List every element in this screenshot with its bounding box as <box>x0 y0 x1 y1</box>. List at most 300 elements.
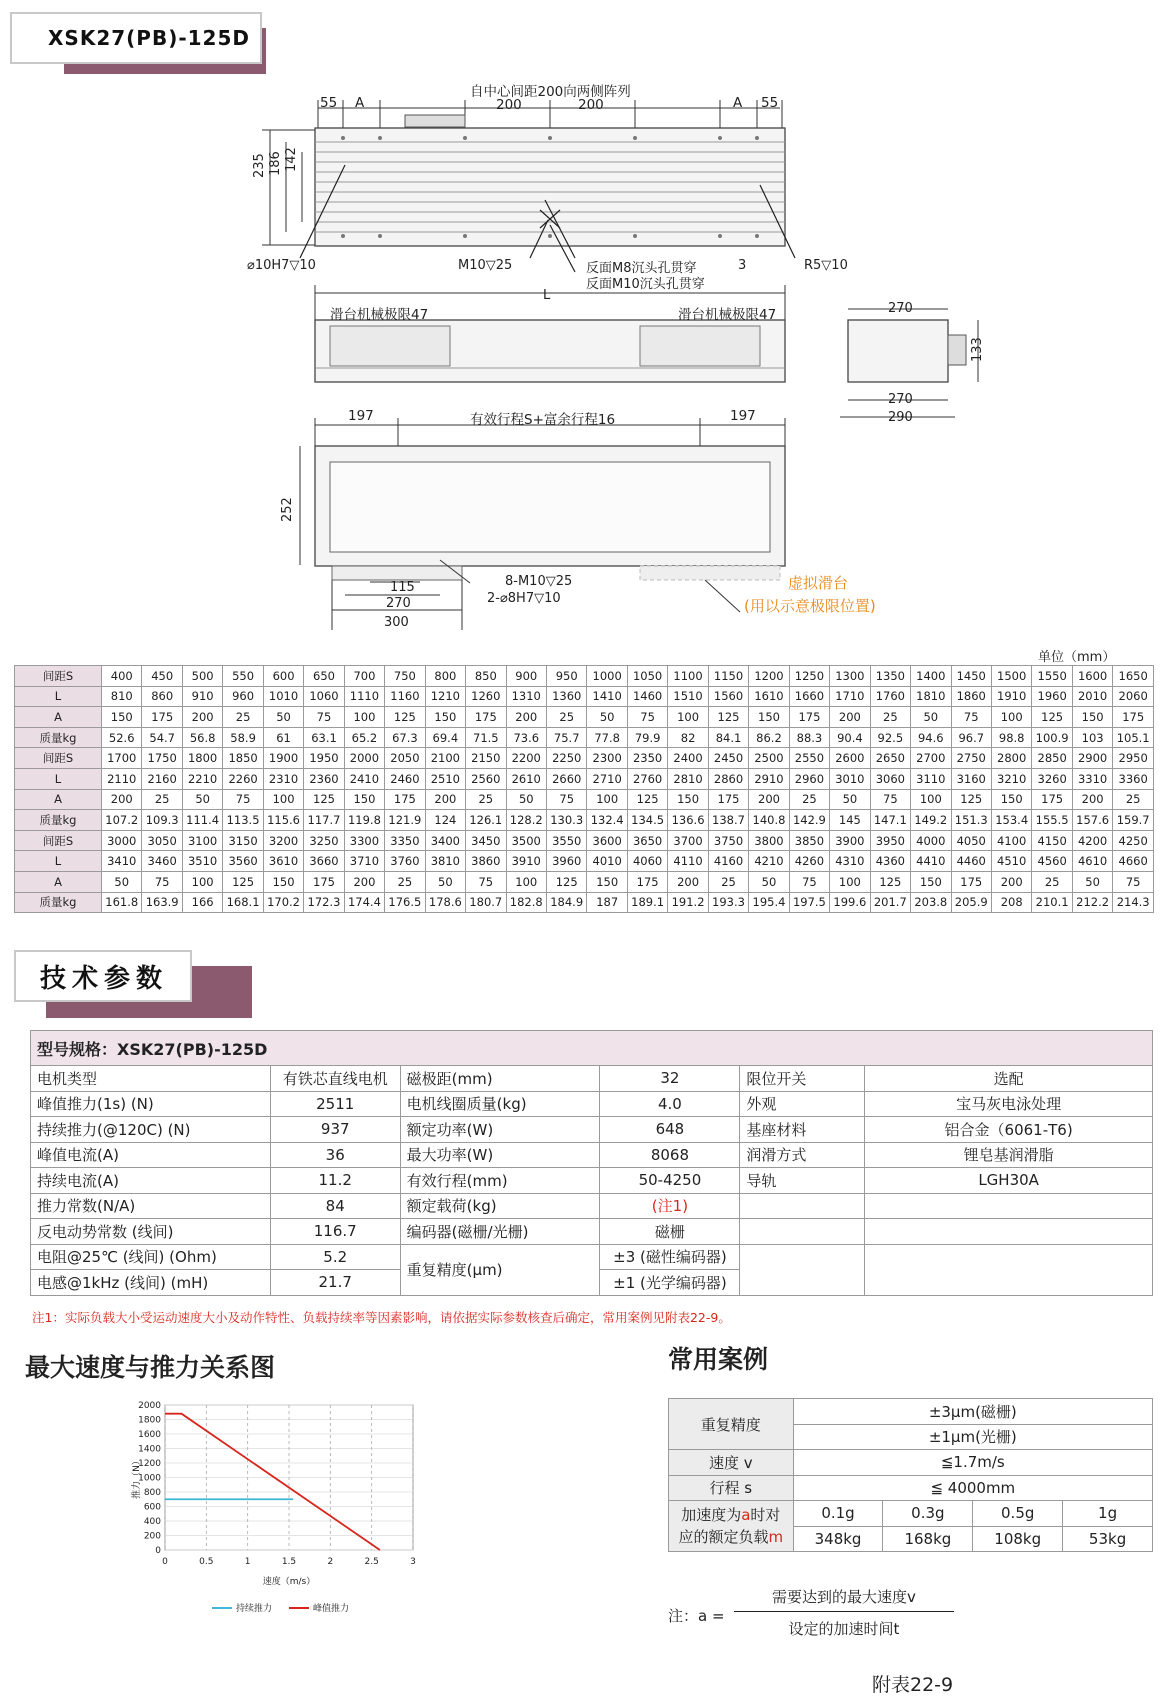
dimension-table <box>14 665 1154 913</box>
dim-cell: 140.8 <box>749 810 789 831</box>
dim-cell: 1150 <box>708 666 748 687</box>
dim-cell: 3610 <box>263 851 303 872</box>
tech-badge <box>14 950 192 1002</box>
dim-row <box>15 789 1154 810</box>
dim-cell: 3200 <box>263 830 303 851</box>
spec-cell: 8068 <box>600 1142 740 1168</box>
dim-115: 115 <box>390 580 415 595</box>
dim-cell: 1910 <box>991 686 1031 707</box>
dim-cell: 100 <box>263 789 303 810</box>
spec-table <box>30 1030 1153 1296</box>
spec-empty <box>740 1244 865 1295</box>
spec-repeat-opt: ±1 (光学编码器) <box>600 1270 740 1296</box>
dim-cell: 126.1 <box>466 810 506 831</box>
dim-cell: 54.7 <box>142 727 182 748</box>
spec-cell: 外观 <box>740 1091 865 1117</box>
dim-cell: 550 <box>223 666 263 687</box>
dim-cell: 117.7 <box>304 810 344 831</box>
dim-cell: 1160 <box>385 686 425 707</box>
dim-cell: 2100 <box>425 748 465 769</box>
spec-inductance-label: 电感@1kHz (线间) (mH) <box>31 1270 271 1296</box>
dim-cell: 4250 <box>1113 830 1154 851</box>
dim-cell: 100 <box>182 871 222 892</box>
dim-cell: 88.3 <box>789 727 829 748</box>
dim-cell: 150 <box>344 789 384 810</box>
dim-cell: 94.6 <box>911 727 951 748</box>
dim-cell: 3260 <box>1032 768 1072 789</box>
spec-cell <box>740 1219 865 1245</box>
case-repeat-label: 重复精度 <box>669 1399 794 1450</box>
dim-row-label: A <box>15 871 102 892</box>
spec-cell: 持续电流(A) <box>31 1168 271 1194</box>
spec-cell: 2511 <box>270 1091 400 1117</box>
chart-title: 最大速度与推力关系图 <box>25 1353 276 1382</box>
dim-235: 235 <box>252 153 267 178</box>
case-load-2: 108kg <box>973 1526 1063 1552</box>
dim-cell: 3410 <box>102 851 142 872</box>
dim-270: 270 <box>386 596 411 611</box>
dim-cell: 153.4 <box>991 810 1031 831</box>
dim-row <box>15 851 1154 872</box>
dim-cell: 1650 <box>1113 666 1154 687</box>
dim-cell: 2760 <box>627 768 667 789</box>
dim-row-label: 间距S <box>15 748 102 769</box>
dim-55-left: 55 <box>320 95 338 111</box>
dim-cell: 3160 <box>951 768 991 789</box>
accel-label-part3: 应的额定负载 <box>678 1528 769 1546</box>
spec-cell: 磁极距(mm) <box>400 1066 600 1092</box>
dim-cell: 3000 <box>102 830 142 851</box>
dim-cell: 3650 <box>627 830 667 851</box>
chart-x-tick: 2 <box>327 1557 334 1567</box>
dim-row <box>15 666 1154 687</box>
dim-cell: 100.9 <box>1032 727 1072 748</box>
chart-x-tick: 0.5 <box>199 1557 214 1567</box>
dim-cell: 67.3 <box>385 727 425 748</box>
dim-cell: 52.6 <box>102 727 142 748</box>
dim-cell: 3350 <box>385 830 425 851</box>
dim-cell: 125 <box>951 789 991 810</box>
case-speed-label: 速度 v <box>669 1450 794 1476</box>
dim-cell: 2350 <box>627 748 667 769</box>
dim-cell: 109.3 <box>142 810 182 831</box>
dim-cell: 96.7 <box>951 727 991 748</box>
dim-row-label: L <box>15 768 102 789</box>
dim-cell: 199.6 <box>830 892 870 913</box>
dim-cell: 1800 <box>182 748 222 769</box>
dim-cell: 3110 <box>911 768 951 789</box>
dim-cell: 150 <box>102 707 142 728</box>
accel-label-part2: 时对 <box>750 1506 781 1524</box>
dim-cell: 189.1 <box>627 892 667 913</box>
case-load-1: 168kg <box>883 1526 973 1552</box>
dim-cell: 203.8 <box>911 892 951 913</box>
dim-cell: 200 <box>182 707 222 728</box>
dim-cell: 2260 <box>223 768 263 789</box>
chart-y-tick: 1000 <box>138 1473 161 1484</box>
spec-cell: 额定载荷(kg) <box>400 1193 600 1219</box>
dim-cell: 2750 <box>951 748 991 769</box>
spec-cell: 84 <box>270 1193 400 1219</box>
dim-cell: 200 <box>668 871 708 892</box>
formula-denominator: 设定的加速时间t <box>788 1620 900 1638</box>
spec-cell: 铝合金（6061-T6) <box>865 1117 1153 1143</box>
dim-cell: 136.6 <box>668 810 708 831</box>
dim-cell: 1950 <box>304 748 344 769</box>
dim-cell: 3860 <box>466 851 506 872</box>
dim-cell: 3460 <box>142 851 182 872</box>
dim-cell: 125 <box>223 871 263 892</box>
dim-cell: 3800 <box>749 830 789 851</box>
dim-cell: 2600 <box>830 748 870 769</box>
dim-cell: 125 <box>304 789 344 810</box>
dim-cell: 193.3 <box>708 892 748 913</box>
dim-cell: 58.9 <box>223 727 263 748</box>
dim-cell: 92.5 <box>870 727 910 748</box>
callout-m10-8: 8-M10▽25 <box>505 574 573 589</box>
dim-cell: 3510 <box>182 851 222 872</box>
note-1: 注1：实际负载大小受运动速度大小及动作特性、负载持续率等因素影响，请依据实际参数核查后确定，常用案例见附表22-9。 <box>32 1310 731 1325</box>
dim-cell: 84.1 <box>708 727 748 748</box>
callout-pin-hole: ⌀10H7▽10 <box>247 258 316 273</box>
dim-cell: 4310 <box>830 851 870 872</box>
dim-row <box>15 727 1154 748</box>
dim-cell: 163.9 <box>142 892 182 913</box>
dim-cell: 2000 <box>344 748 384 769</box>
callout-pin-2: 2-⌀8H7▽10 <box>487 591 561 606</box>
dim-cell: 100 <box>830 871 870 892</box>
dim-cell: 121.9 <box>385 810 425 831</box>
dim-cell: 71.5 <box>466 727 506 748</box>
case-accel-0: 0.1g <box>793 1501 883 1527</box>
dim-cell: 1760 <box>870 686 910 707</box>
dim-cell: 1010 <box>263 686 303 707</box>
dim-cell: 3050 <box>142 830 182 851</box>
dim-cell: 2560 <box>466 768 506 789</box>
chart-y-tick: 1400 <box>138 1444 161 1455</box>
dim-cell: 4060 <box>627 851 667 872</box>
dim-cell: 103 <box>1072 727 1112 748</box>
dim-cell: 900 <box>506 666 546 687</box>
spec-cell: 电机线圈质量(kg) <box>400 1091 600 1117</box>
dim-cell: 180.7 <box>466 892 506 913</box>
dim-cell: 130.3 <box>546 810 586 831</box>
dim-cell: 150 <box>587 871 627 892</box>
page-footer: 附表22-9 <box>872 1674 954 1696</box>
spec-cell: 推力常数(N/A) <box>31 1193 271 1219</box>
dim-cell: 4210 <box>749 851 789 872</box>
dim-cell: 200 <box>1072 789 1112 810</box>
dim-cell: 4660 <box>1113 851 1154 872</box>
spec-cell: 32 <box>600 1066 740 1092</box>
spec-cell: 基座材料 <box>740 1117 865 1143</box>
dim-cell: 25 <box>385 871 425 892</box>
spec-resistance-label: 电阻@25℃ (线间) (Ohm) <box>31 1244 271 1270</box>
spec-row <box>31 1142 1153 1168</box>
dim-cell: 1700 <box>102 748 142 769</box>
dim-cell: 175 <box>951 871 991 892</box>
spec-cell: 116.7 <box>270 1219 400 1245</box>
dim-cell: 4200 <box>1072 830 1112 851</box>
dim-cell: 650 <box>304 666 344 687</box>
chart-y-tick: 400 <box>143 1517 161 1527</box>
dim-cell: 800 <box>425 666 465 687</box>
dim-cell: 172.3 <box>304 892 344 913</box>
dim-cell: 100 <box>587 789 627 810</box>
spec-cell: 编码器(磁栅/光栅) <box>400 1219 600 1245</box>
dim-200-a: 200 <box>496 97 522 113</box>
dim-cell: 125 <box>385 707 425 728</box>
chart-y-label: 推力（N） <box>132 1456 142 1499</box>
dim-row-label: L <box>15 686 102 707</box>
dim-cell: 113.5 <box>223 810 263 831</box>
spec-cell: 限位开关 <box>740 1066 865 1092</box>
dim-cell: 25 <box>142 789 182 810</box>
dim-cell: 200 <box>830 707 870 728</box>
dim-cell: 4110 <box>668 851 708 872</box>
dim-186: 186 <box>268 151 283 176</box>
dim-cell: 200 <box>991 871 1031 892</box>
dim-cell: 50 <box>263 707 303 728</box>
spec-cell: 11.2 <box>270 1168 400 1194</box>
dim-cell: 75 <box>142 871 182 892</box>
dim-row <box>15 707 1154 728</box>
dim-cell: 151.3 <box>951 810 991 831</box>
dim-cell: 25 <box>870 707 910 728</box>
dim-cell: 90.4 <box>830 727 870 748</box>
callout-r5: R5▽10 <box>804 258 848 273</box>
dim-cell: 2060 <box>1113 686 1154 707</box>
dim-row-label: L <box>15 851 102 872</box>
case-accel-3: 1g <box>1063 1501 1153 1527</box>
dim-cell: 149.2 <box>911 810 951 831</box>
dim-cell: 850 <box>466 666 506 687</box>
dim-cell: 4260 <box>789 851 829 872</box>
dim-cell: 25 <box>789 789 829 810</box>
dim-cell: 175 <box>385 789 425 810</box>
dim-cell: 61 <box>263 727 303 748</box>
dim-cell: 4160 <box>708 851 748 872</box>
cases-title: 常用案例 <box>668 1345 769 1374</box>
formula-fraction-line <box>734 1611 954 1612</box>
dim-cell: 4100 <box>991 830 1031 851</box>
accel-label-m: m <box>768 1528 784 1546</box>
spec-header: 型号规格：XSK27(PB)-125D <box>31 1031 1153 1066</box>
dim-cell: 3960 <box>546 851 586 872</box>
chart-y-tick: 800 <box>143 1488 161 1498</box>
dim-cell: 174.4 <box>344 892 384 913</box>
dim-cell: 170.2 <box>263 892 303 913</box>
dim-cell: 200 <box>102 789 142 810</box>
spec-row <box>31 1117 1153 1143</box>
dim-cell: 3310 <box>1072 768 1112 789</box>
end-h133: 133 <box>970 337 985 362</box>
chart-y-tick: 600 <box>143 1502 161 1513</box>
dim-cell: 1500 <box>991 666 1031 687</box>
dim-cell: 50 <box>506 789 546 810</box>
dim-cell: 50 <box>830 789 870 810</box>
dim-cell: 175 <box>708 789 748 810</box>
spec-row <box>31 1066 1153 1092</box>
dim-cell: 175 <box>1032 789 1072 810</box>
dim-cell: 208 <box>991 892 1031 913</box>
chart-y-tick: 200 <box>143 1531 161 1542</box>
dim-cell: 175 <box>466 707 506 728</box>
dim-cell: 4010 <box>587 851 627 872</box>
dim-197-left: 197 <box>348 408 374 424</box>
dim-cell: 175 <box>627 871 667 892</box>
spec-repeat-label: 重复精度(μm) <box>400 1244 600 1295</box>
dim-cell: 3950 <box>870 830 910 851</box>
dim-cell: 1600 <box>1072 666 1112 687</box>
dim-cell: 182.8 <box>506 892 546 913</box>
dim-cell: 161.8 <box>102 892 142 913</box>
dim-cell: 1110 <box>344 686 384 707</box>
dim-cell: 69.4 <box>425 727 465 748</box>
dim-cell: 56.8 <box>182 727 222 748</box>
dim-cell: 2450 <box>708 748 748 769</box>
case-accel-1: 0.3g <box>883 1501 973 1527</box>
dim-cell: 1200 <box>749 666 789 687</box>
dim-cell: 125 <box>708 707 748 728</box>
dim-200-b: 200 <box>578 97 604 113</box>
dim-cell: 2200 <box>506 748 546 769</box>
dim-cell: 77.8 <box>587 727 627 748</box>
chart-x-tick: 0 <box>162 1557 168 1567</box>
dim-cell: 175 <box>1113 707 1154 728</box>
chart-legend-label-0: 持续推力 <box>236 1604 273 1614</box>
accel-label-a: a <box>741 1506 751 1524</box>
dim-cell: 75 <box>223 789 263 810</box>
dim-cell: 2310 <box>263 768 303 789</box>
dim-row-label: A <box>15 789 102 810</box>
dim-cell: 1860 <box>951 686 991 707</box>
chart-x-tick: 3 <box>410 1557 416 1567</box>
dim-cell: 4150 <box>1032 830 1072 851</box>
dim-cell: 138.7 <box>708 810 748 831</box>
dim-cell: 2650 <box>870 748 910 769</box>
case-stroke-value: ≦ 4000mm <box>793 1475 1152 1501</box>
dim-197-right: 197 <box>730 408 756 424</box>
dim-cell: 25 <box>466 789 506 810</box>
dim-cell: 810 <box>102 686 142 707</box>
chart-x-label: 速度（m/s） <box>262 1577 316 1587</box>
chart-y-tick: 1200 <box>138 1459 161 1469</box>
dim-cell: 2500 <box>749 748 789 769</box>
spec-repeat-mag: ±3 (磁性编码器) <box>600 1244 740 1270</box>
dim-cell: 75 <box>627 707 667 728</box>
dim-row <box>15 892 1154 913</box>
dim-cell: 25 <box>1113 789 1154 810</box>
spec-row <box>31 1091 1153 1117</box>
dim-cell: 2400 <box>668 748 708 769</box>
dim-cell: 1460 <box>627 686 667 707</box>
dim-cell: 2960 <box>789 768 829 789</box>
dim-cell: 450 <box>142 666 182 687</box>
spec-cell: 电机类型 <box>31 1066 271 1092</box>
dim-cell: 125 <box>546 871 586 892</box>
tech-title: 技术参数 <box>40 963 169 994</box>
spec-cell <box>865 1193 1153 1219</box>
dim-cell: 1610 <box>749 686 789 707</box>
dim-cell: 150 <box>1072 707 1112 728</box>
dim-a-left: A <box>355 95 365 111</box>
dim-cell: 50 <box>1072 871 1112 892</box>
dim-142: 142 <box>284 147 299 172</box>
spec-row <box>31 1193 1153 1219</box>
model-title: XSK27(PB)-125D <box>48 26 250 50</box>
dim-cell: 82 <box>668 727 708 748</box>
spec-row <box>31 1244 1153 1270</box>
virtual-slide-label: 虚拟滑台 <box>788 574 849 592</box>
end-w270-bot: 270 <box>888 392 913 407</box>
dim-cell: 4050 <box>951 830 991 851</box>
dim-cell: 4000 <box>911 830 951 851</box>
dim-cell: 75 <box>466 871 506 892</box>
dim-cell: 195.4 <box>749 892 789 913</box>
spec-inductance-value: 21.7 <box>270 1270 400 1296</box>
dim-cell: 50 <box>911 707 951 728</box>
dim-cell: 4610 <box>1072 851 1112 872</box>
chart-y-tick: 0 <box>155 1546 161 1556</box>
dim-cell: 1300 <box>830 666 870 687</box>
spec-cell: 937 <box>270 1117 400 1143</box>
dim-cell: 75.7 <box>546 727 586 748</box>
dim-cell: 132.4 <box>587 810 627 831</box>
dim-cell: 50 <box>587 707 627 728</box>
dim-cell: 200 <box>749 789 789 810</box>
spec-cell: 峰值推力(1s) (N) <box>31 1091 271 1117</box>
dim-cell: 1900 <box>263 748 303 769</box>
dim-cell: 2250 <box>546 748 586 769</box>
case-accel-2: 0.5g <box>973 1501 1063 1527</box>
dim-cell: 2210 <box>182 768 222 789</box>
dim-cell: 3760 <box>385 851 425 872</box>
dim-cell: 75 <box>546 789 586 810</box>
dim-cell: 700 <box>344 666 384 687</box>
dim-cell: 125 <box>627 789 667 810</box>
case-load-0: 348kg <box>793 1526 883 1552</box>
dim-cell: 1550 <box>1032 666 1072 687</box>
dim-cell: 25 <box>223 707 263 728</box>
dim-cell: 1960 <box>1032 686 1072 707</box>
case-repeat-opt: ±1μm(光栅) <box>793 1424 1152 1450</box>
dim-cell: 3360 <box>1113 768 1154 789</box>
dim-cell: 25 <box>1032 871 1072 892</box>
dim-cell: 3010 <box>830 768 870 789</box>
dim-row <box>15 871 1154 892</box>
dim-cell: 1360 <box>546 686 586 707</box>
formula-numerator: 需要达到的最大速度v <box>772 1588 916 1606</box>
dim-cell: 50 <box>182 789 222 810</box>
dim-cell: 2860 <box>708 768 748 789</box>
dim-cell: 147.1 <box>870 810 910 831</box>
dim-cell: 1750 <box>142 748 182 769</box>
dim-cell: 500 <box>182 666 222 687</box>
case-stroke-label: 行程 s <box>669 1475 794 1501</box>
dim-cell: 910 <box>182 686 222 707</box>
case-repeat-mag: ±3μm(磁栅) <box>793 1399 1152 1425</box>
dim-cell: 3210 <box>991 768 1031 789</box>
dim-cell: 75 <box>951 707 991 728</box>
spec-cell <box>865 1219 1153 1245</box>
spec-cell: 选配 <box>865 1066 1153 1092</box>
dim-cell: 860 <box>142 686 182 707</box>
dim-cell: 1400 <box>911 666 951 687</box>
dim-cell: 168.1 <box>223 892 263 913</box>
dim-cell: 1560 <box>708 686 748 707</box>
spec-cell: 导轨 <box>740 1168 865 1194</box>
